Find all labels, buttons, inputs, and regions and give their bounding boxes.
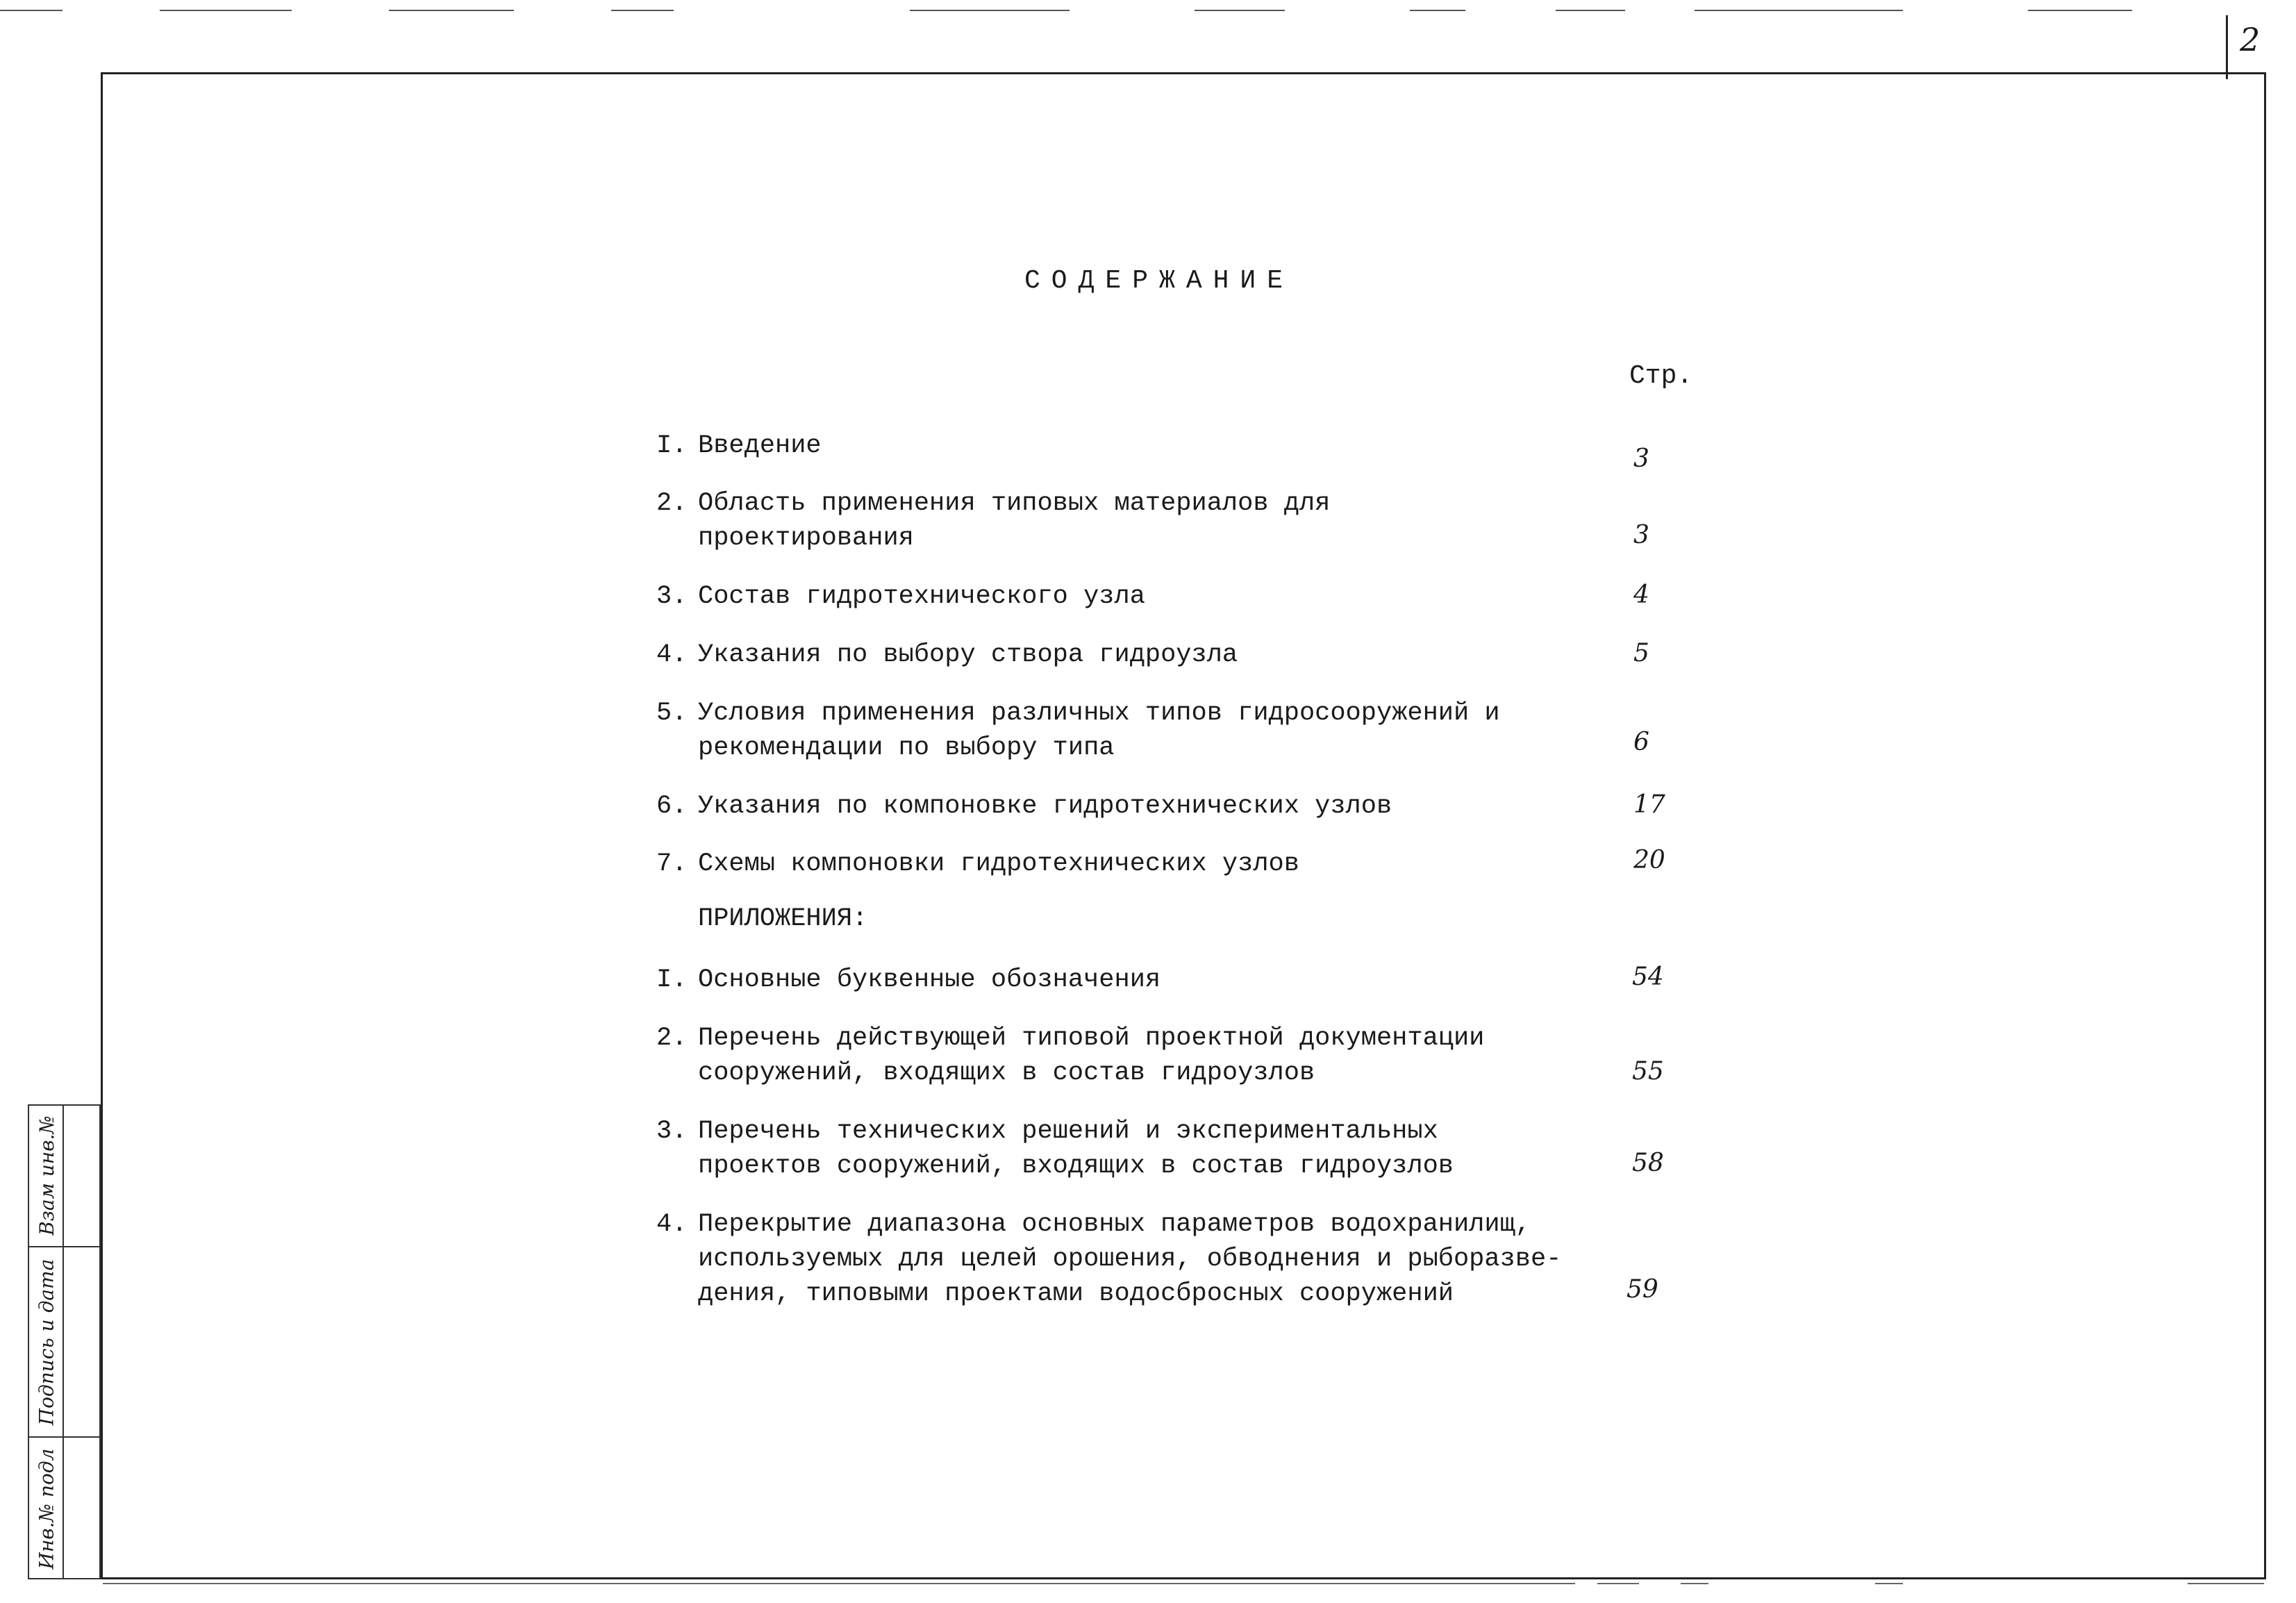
appendix-entry-number: 4. — [656, 1210, 688, 1239]
toc-entry-page: 17 — [1633, 790, 1665, 819]
toc-entry-line: рекомендации по выбору типа — [698, 733, 1115, 763]
top-edge-line — [0, 10, 63, 11]
appendix-entry-line: используемых для целей орошения, обводнения и рыборазве- — [698, 1245, 1562, 1274]
toc-entry-text — [698, 847, 1545, 881]
drawing-frame — [101, 72, 2266, 1579]
toc-entry-line: Схемы компоновки гидротехнических узлов — [698, 849, 1299, 879]
top-edge-line — [160, 10, 292, 11]
appendix-entry-line: Основные буквенные обозначения — [698, 965, 1161, 995]
toc-entry-text — [698, 429, 1545, 463]
bottom-edge-line — [1597, 1583, 1639, 1584]
toc-entry-number: 2. — [656, 489, 688, 518]
toc-entry-page: 3 — [1633, 521, 1649, 549]
toc-entry-text — [698, 638, 1545, 672]
toc-entry-line: Введение — [698, 431, 822, 460]
bottom-edge-line — [1681, 1583, 1708, 1584]
top-edge-line — [910, 10, 1070, 11]
top-edge-line — [1556, 10, 1625, 11]
toc-entry-line: Условия применения различных типов гидросооружений и — [698, 699, 1500, 728]
toc-entry-line: проектирования — [698, 524, 914, 553]
toc-entry-number: I. — [656, 431, 688, 460]
appendix-entry-line: сооружений, входящих в состав гидроузлов — [698, 1058, 1315, 1088]
appendix-entry-text — [698, 1114, 1545, 1183]
appendix-entry-line: Перечень действующей типовой проектной документации — [698, 1024, 1485, 1053]
top-edge-line — [2028, 10, 2132, 11]
top-edge-line — [1410, 10, 1465, 11]
toc-entry-number: 6. — [656, 792, 688, 821]
stamp-divider — [63, 1106, 64, 1578]
top-edge-line — [1695, 10, 1903, 11]
toc-entry-number: 3. — [656, 582, 688, 611]
appendix-entry-text — [698, 1207, 1562, 1311]
appendix-entry-page: 58 — [1632, 1149, 1664, 1177]
appendix-entry-page: 55 — [1632, 1057, 1664, 1086]
appendix-heading: ПРИЛОЖЕНИЯ: — [698, 904, 868, 933]
appendix-entry-page: 59 — [1627, 1275, 1658, 1304]
toc-entry-page: 4 — [1633, 581, 1649, 609]
appendix-entry-number: 3. — [656, 1117, 688, 1146]
toc-entry-line: Указания по компоновке гидротехнических узлов — [698, 792, 1392, 821]
toc-entry-number: 5. — [656, 699, 688, 728]
top-edge-line — [389, 10, 514, 11]
stamp-signature-date: Подпись и дата — [35, 1259, 58, 1425]
top-edge-line — [1195, 10, 1285, 11]
appendix-entry-line: Перечень технических решений и экспериментальных — [698, 1117, 1438, 1146]
toc-entry-page: 3 — [1633, 445, 1649, 473]
toc-entry-page: 20 — [1633, 846, 1665, 874]
bottom-edge-line — [103, 1583, 1575, 1584]
appendix-entry-line: проектов сооружений, входящих в состав гидроузлов — [698, 1152, 1454, 1181]
stamp-column — [28, 1104, 101, 1579]
toc-entry-text — [698, 789, 1545, 824]
sheet-number-divider — [2226, 15, 2228, 79]
page-column-header: Стр. — [1629, 361, 1693, 391]
appendix-entry-number: 2. — [656, 1024, 688, 1053]
stamp-inventory-replacement: Взам инв.№ — [35, 1115, 58, 1236]
stamp-inventory-original: Инв.№ подл — [35, 1448, 58, 1569]
appendix-entry-text — [698, 963, 1545, 997]
toc-entry-text — [698, 579, 1545, 614]
appendix-entry-line: Перекрытие диапазона основных параметров водохранилищ, — [698, 1210, 1531, 1239]
toc-entry-line: Состав гидротехнического узла — [698, 582, 1145, 611]
appendix-entry-text — [698, 1021, 1545, 1090]
toc-entry-line: Область применения типовых материалов для — [698, 489, 1331, 518]
toc-entry-text — [698, 696, 1545, 765]
toc-entry-number: 7. — [656, 849, 688, 879]
page-title: СОДЕРЖАНИЕ — [1024, 266, 1295, 296]
toc-entry-page: 6 — [1633, 728, 1649, 756]
top-edge-line — [611, 10, 674, 11]
toc-entry-page: 5 — [1633, 639, 1649, 667]
toc-entry-number: 4. — [656, 640, 688, 670]
toc-entry-line: Указания по выбору створа гидроузла — [698, 640, 1238, 670]
appendix-entry-line: дения, типовыми проектами водосбросных сооружений — [698, 1279, 1454, 1309]
bottom-edge-line — [1875, 1583, 1903, 1584]
appendix-entry-number: I. — [656, 965, 688, 995]
bottom-edge-line — [2188, 1583, 2264, 1584]
sheet-number: 2 — [2240, 21, 2261, 58]
appendix-entry-page: 54 — [1632, 963, 1664, 991]
toc-entry-text — [698, 486, 1545, 556]
